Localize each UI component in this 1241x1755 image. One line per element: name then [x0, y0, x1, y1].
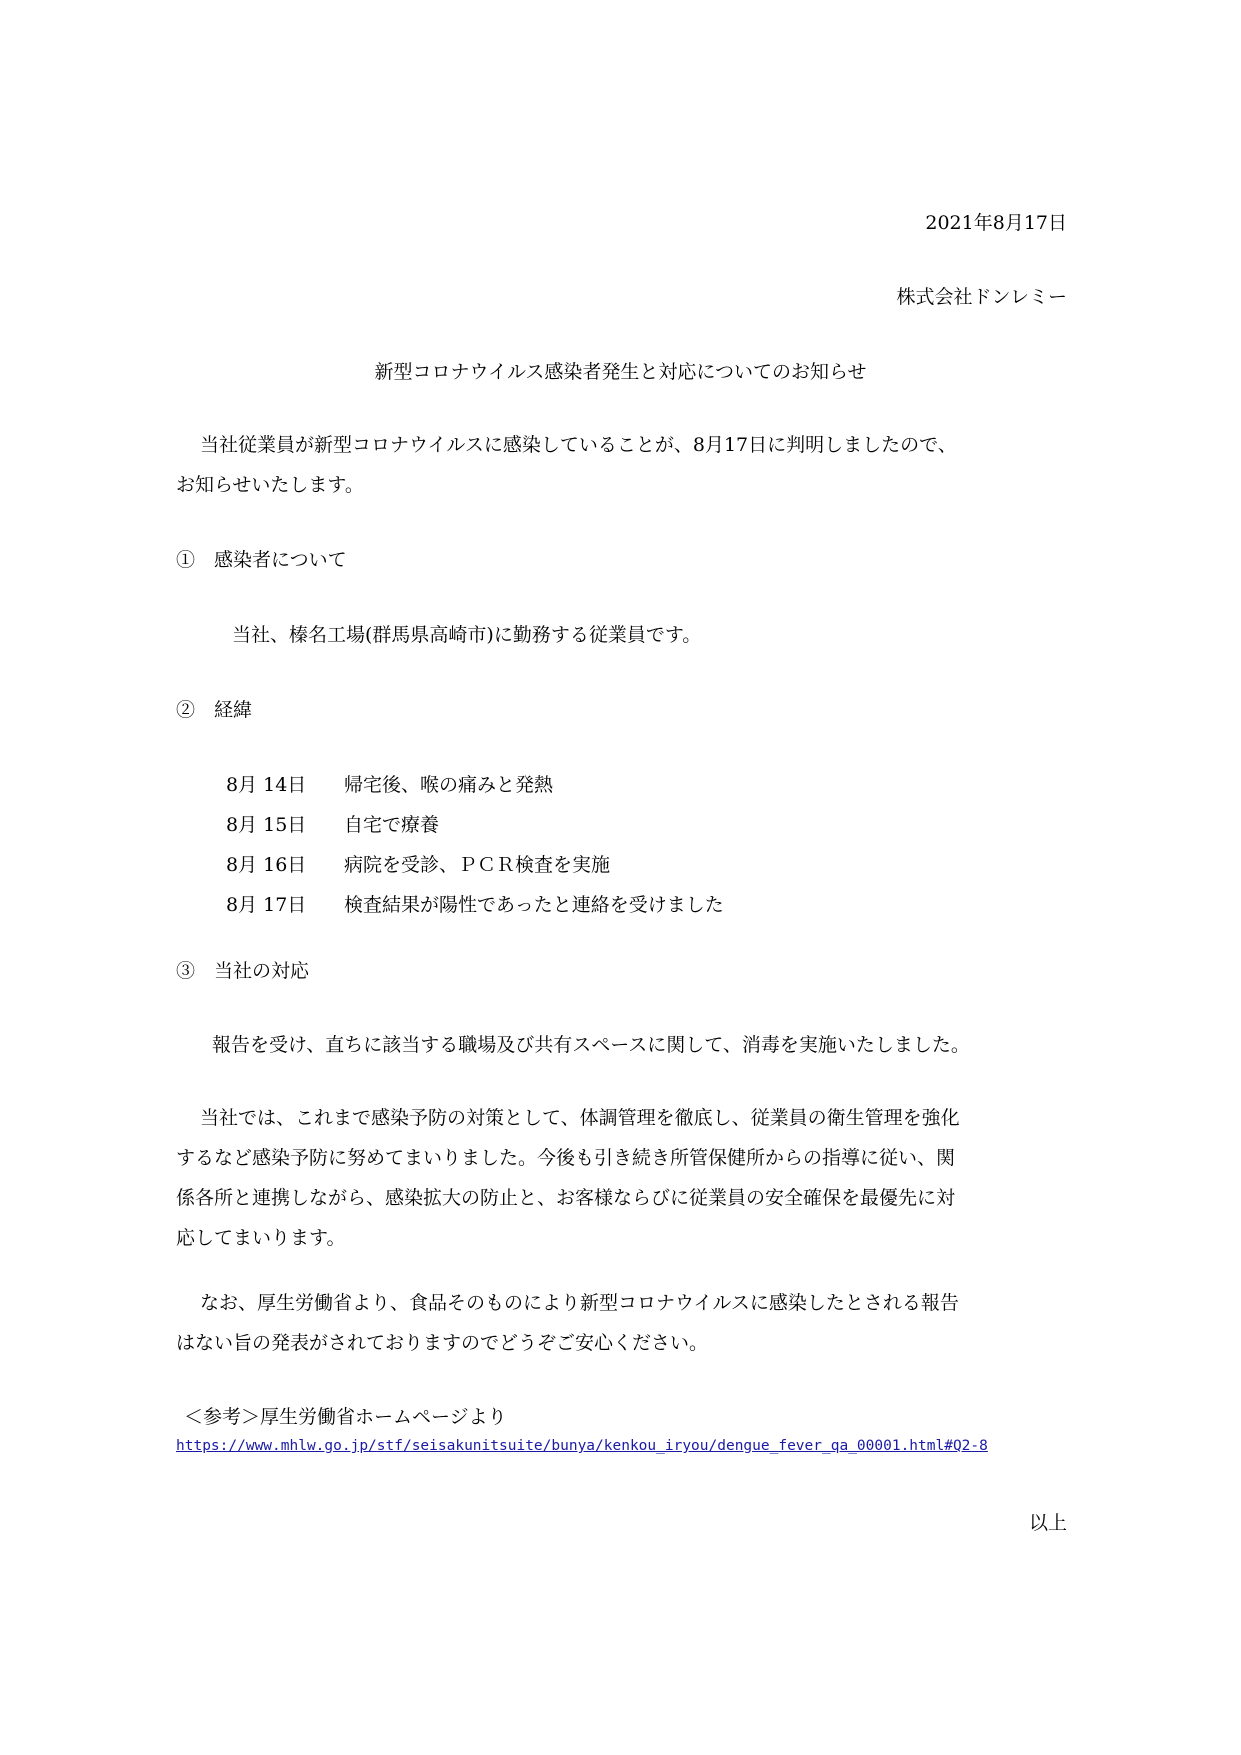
section-body-infected: 当社、榛名工場(群馬県高崎市)に勤務する従業員です。 — [232, 624, 702, 646]
closing-text: 以上 — [1028, 1512, 1067, 1534]
timeline-date: 8月 16日 — [226, 854, 307, 876]
prevention-line: 応してまいります。 — [176, 1227, 346, 1249]
section-body-response: 報告を受け、直ちに該当する職場及び共有スペースに関して、消毒を実施いたしました。 — [212, 1034, 970, 1056]
intro-paragraph — [176, 425, 1067, 505]
document-date: 2021年8月17日 — [925, 212, 1067, 234]
timeline-row — [226, 845, 610, 885]
mhlw-paragraph — [176, 1283, 1067, 1363]
section-heading-response: ③ 当社の対応 — [176, 960, 310, 982]
intro-line: お知らせいたします。 — [176, 474, 364, 496]
document-title: 新型コロナウイルス感染者発生と対応についてのお知らせ — [374, 361, 867, 383]
section-heading-timeline: ② 経緯 — [176, 699, 253, 721]
prevention-line: するなど感染予防に努めてまいりました。今後も引き続き所管保健所からの指導に従い、関 — [176, 1147, 956, 1169]
timeline-event: 帰宅後、喉の痛みと発熱 — [344, 774, 554, 796]
timeline-date: 8月 15日 — [226, 814, 307, 836]
timeline-date: 8月 17日 — [226, 894, 307, 916]
timeline-date: 8月 14日 — [226, 774, 307, 796]
timeline-event: 検査結果が陽性であったと連絡を受けました — [344, 894, 724, 916]
timeline-row — [226, 805, 439, 845]
timeline-row — [226, 885, 724, 925]
company-name: 株式会社ドンレミー — [896, 286, 1067, 308]
intro-line: 当社従業員が新型コロナウイルスに感染していることが、8月17日に判明しましたので、 — [200, 434, 957, 456]
timeline-event: 病院を受診、ＰＣＲ検査を実施 — [344, 854, 611, 876]
mhlw-line: なお、厚生労働省より、食品そのものにより新型コロナウイルスに感染したとされる報告 — [200, 1292, 959, 1314]
mhlw-line: はない旨の発表がされておりますのでどうぞご安心ください。 — [176, 1332, 709, 1354]
timeline-row — [226, 765, 553, 805]
prevention-paragraph — [176, 1098, 1067, 1258]
prevention-line: 係各所と連携しながら、感染拡大の防止と、お客様ならびに従業員の安全確保を最優先に対 — [176, 1187, 956, 1209]
timeline-event: 自宅で療養 — [344, 814, 440, 836]
prevention-line: 当社では、これまで感染予防の対策として、体調管理を徹底し、従業員の衛生管理を強化 — [200, 1107, 960, 1129]
section-heading-infected: ① 感染者について — [176, 549, 347, 571]
reference-link[interactable]: https://www.mhlw.go.jp/stf/seisakunitsuite/bunya/kenkou_iryou/dengue_fever_qa_00001.html#Q2-8 — [176, 1438, 988, 1454]
reference-label: ＜参考＞厚生労働省ホームページより — [184, 1406, 507, 1428]
